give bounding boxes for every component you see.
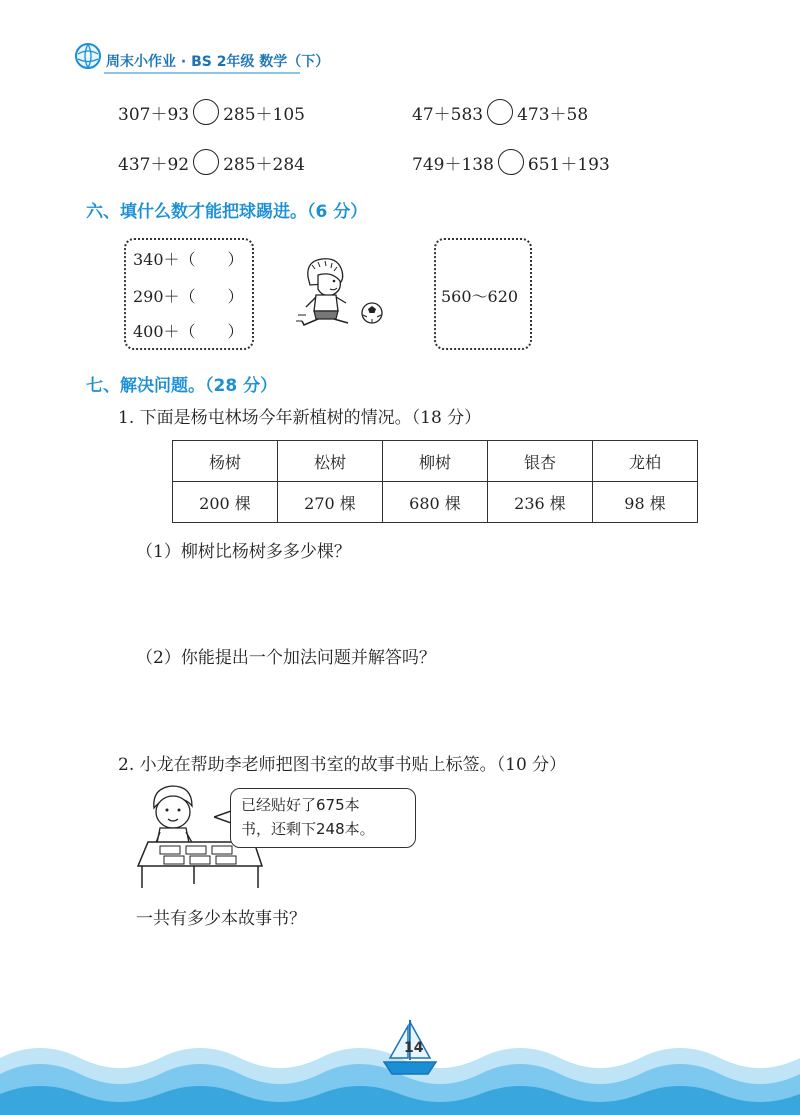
question-two-text: 2. 小龙在帮助李老师把图书室的故事书贴上标签。（10 分） bbox=[118, 755, 567, 775]
table-row bbox=[173, 482, 698, 523]
section-six-title: 六、填什么数才能把球踢进。（6 分） bbox=[86, 202, 368, 222]
comparison-right: 473＋58 bbox=[517, 104, 589, 125]
answer-circle[interactable] bbox=[487, 99, 513, 125]
table-cell: 200 棵 bbox=[173, 482, 278, 523]
answer-area-three[interactable] bbox=[136, 935, 696, 1005]
comparison-item bbox=[412, 149, 610, 175]
comparison-item bbox=[412, 99, 588, 125]
answer-area-two[interactable] bbox=[136, 674, 696, 740]
table-cell: 270 棵 bbox=[278, 482, 383, 523]
header-title: 周末小作业 · BS 2年级 数学（下） bbox=[106, 54, 330, 70]
speech-line: 已经贴好了675本 bbox=[241, 796, 360, 814]
tree-table bbox=[172, 440, 698, 523]
table-header-cell: 龙柏 bbox=[593, 441, 698, 482]
comparison-left: 47＋583 bbox=[412, 104, 484, 125]
table-cell: 236 棵 bbox=[488, 482, 593, 523]
answer-circle[interactable] bbox=[193, 99, 219, 125]
expression-line[interactable]: 400＋（ ） bbox=[133, 322, 244, 341]
table-header-cell: 松树 bbox=[278, 441, 383, 482]
goal-range: 560～620 bbox=[441, 287, 519, 306]
section-seven-title: 七、解决问题。（28 分） bbox=[86, 376, 278, 396]
page-number: 14 bbox=[404, 1040, 424, 1056]
sub-question-one: （1）柳树比杨树多多少棵？ bbox=[136, 542, 351, 562]
table-cell: 98 棵 bbox=[593, 482, 698, 523]
header-underline bbox=[104, 72, 300, 74]
speech-line: 书，还剩下248本。 bbox=[241, 820, 375, 838]
comparison-right: 285＋105 bbox=[223, 104, 305, 125]
answer-circle[interactable] bbox=[193, 149, 219, 175]
answer-area-one[interactable] bbox=[136, 568, 696, 628]
comparison-right: 651＋193 bbox=[527, 154, 610, 175]
comparison-left: 437＋92 bbox=[118, 154, 190, 175]
comparison-left: 749＋138 bbox=[412, 154, 494, 175]
boy-kicking-ball-icon bbox=[296, 255, 386, 335]
comparison-item bbox=[118, 99, 305, 125]
question-two-prompt: 一共有多少本故事书？ bbox=[136, 909, 306, 929]
expression-line[interactable]: 340＋（ ） bbox=[133, 250, 244, 269]
globe-logo-icon bbox=[74, 42, 102, 70]
comparison-right: 285＋284 bbox=[223, 154, 305, 175]
comparison-item bbox=[118, 149, 305, 175]
expression-line[interactable]: 290＋（ ） bbox=[133, 287, 244, 306]
table-cell: 680 棵 bbox=[383, 482, 488, 523]
table-header-cell: 杨树 bbox=[173, 441, 278, 482]
table-header-cell: 银杏 bbox=[488, 441, 593, 482]
speech-bubble bbox=[230, 788, 416, 848]
answer-circle[interactable] bbox=[498, 149, 524, 175]
table-header-cell: 柳树 bbox=[383, 441, 488, 482]
question-one-text: 1. 下面是杨屯林场今年新植树的情况。（18 分） bbox=[118, 408, 482, 428]
comparison-left: 307＋93 bbox=[118, 104, 190, 125]
table-header-row bbox=[173, 441, 698, 482]
sub-question-two: （2）你能提出一个加法问题并解答吗？ bbox=[136, 648, 436, 668]
